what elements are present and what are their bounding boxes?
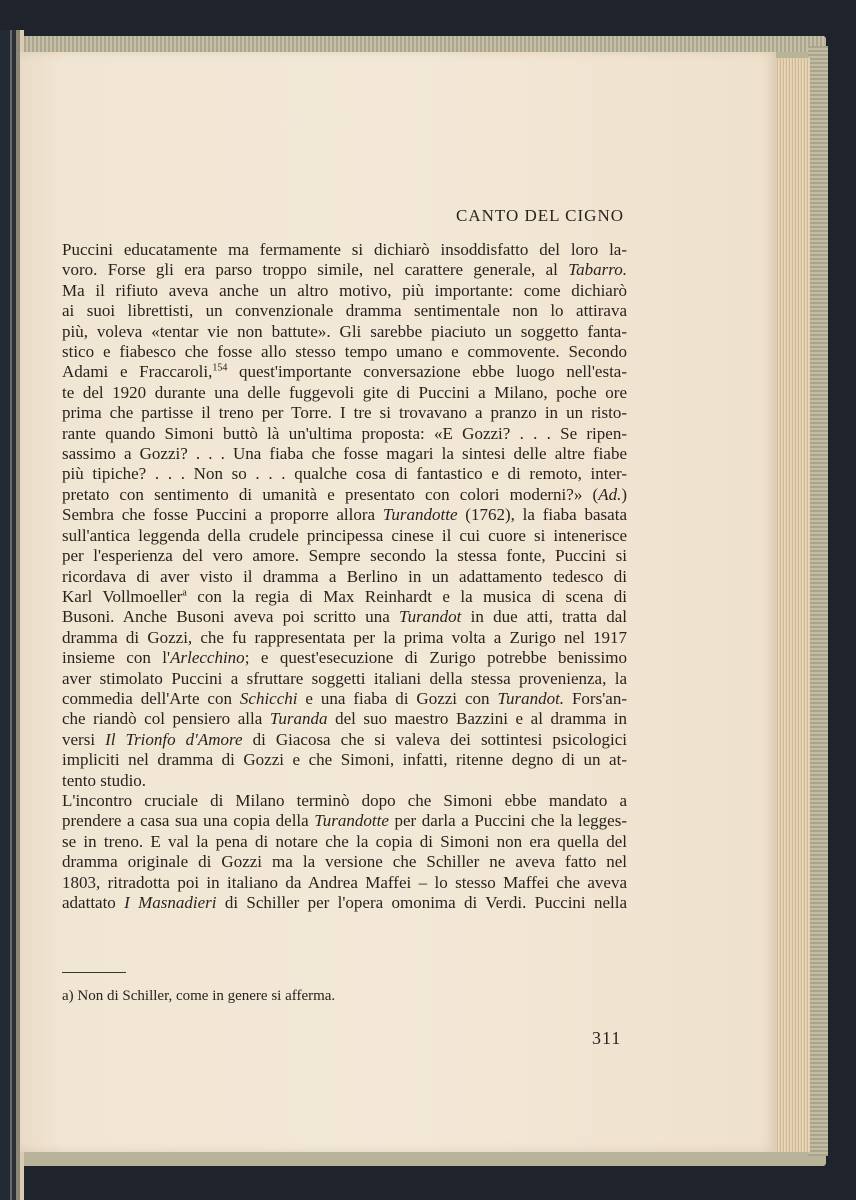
text-line: prendere a casa sua una copia della Turandotte per darla a Puccini che la legges- bbox=[62, 811, 627, 831]
text-line: adattato I Masnadieri di Schiller per l'opera omonima di Verdi. Puccini nella bbox=[62, 893, 628, 912]
text-line: ai suoi librettisti, un convenzionale dramma sentimentale non lo attirava bbox=[62, 301, 627, 321]
body-text bbox=[62, 240, 627, 913]
italic-title: I Masnadieri bbox=[124, 893, 217, 912]
text-line: se in treno. E val la pena di notare che la copia di Simoni non era quella del bbox=[62, 831, 627, 851]
italic-title: Turandot. bbox=[497, 688, 565, 708]
running-head: CANTO DEL CIGNO bbox=[456, 206, 624, 225]
text-line: ricordava di aver visto il dramma a Berlino in un adattamento tedesco di bbox=[62, 566, 627, 586]
italic-title: Il Trionfo d'Amore bbox=[105, 729, 243, 749]
italic-title: Turandotte bbox=[314, 811, 389, 831]
text-line: tento studio. bbox=[62, 770, 147, 790]
text-line: più, voleva «tentar vie non battute». Gli sarebbe piaciuto un soggetto fanta- bbox=[62, 321, 627, 341]
text-line: sassimo a Gozzi? . . . Una fiaba che fosse magari la sintesi delle altre fiabe bbox=[62, 444, 627, 464]
text-line: stico e fiabesco che fosse allo stesso tempo umano e commovente. Secondo bbox=[62, 342, 627, 362]
text-line: che riandò col pensiero alla Turanda del suo maestro Bazzini e al dramma in bbox=[62, 709, 628, 729]
text-line: pretato con sentimento di umanità e presentato con colori moderni?» (Ad.) bbox=[62, 484, 627, 504]
italic-title: Schicchi bbox=[239, 688, 298, 708]
text-line: per l'esperienza del vero amore. Sempre secondo la stessa fonte, Puccini si bbox=[62, 546, 627, 566]
text-line: più tipiche? . . . Non so . . . qualche cosa di fantastico e di remoto, inter- bbox=[62, 464, 627, 484]
text-line: te del 1920 durante una delle fuggevoli gite di Puccini a Milano, poche ore bbox=[62, 382, 627, 402]
note-reference: 154 bbox=[212, 362, 228, 374]
page-edges bbox=[770, 58, 810, 1152]
text-line: aver stimolato Puccini a sfruttare soggetti italiani della stessa provenienza, la bbox=[62, 668, 627, 688]
text-line: Busoni. Anche Busoni aveva poi scritto una Turandot in due atti, tratta dal bbox=[62, 607, 627, 627]
text-line: sull'antica leggenda della crudele principessa cinese il cui cuore si intenerisce bbox=[62, 525, 627, 545]
page-number: 311 bbox=[592, 1028, 622, 1048]
cover-right-edge bbox=[808, 46, 828, 1156]
footnote-rule bbox=[62, 972, 126, 973]
text-line: Ma il rifiuto aveva anche un altro motivo, più importante: come dichiarò bbox=[62, 280, 627, 300]
footnote: a) Non di Schiller, come in genere si afferma. bbox=[62, 988, 336, 1004]
text-line: voro. Forse gli era parso troppo simile, nel carattere generale, al Tabarro. bbox=[62, 260, 627, 280]
text-line: impliciti nel dramma di Gozzi e che Simoni, infatti, ritenne degno di un at- bbox=[62, 750, 627, 770]
text-line: Puccini educatamente ma fermamente si dichiarò insoddisfatto del loro la- bbox=[62, 240, 627, 259]
text-line: insieme con l'Arlecchino; e quest'esecuzione di Zurigo potrebbe benissimo bbox=[62, 648, 627, 668]
italic-title: Turandot bbox=[399, 607, 462, 627]
italic-title: Turandotte bbox=[382, 505, 458, 525]
text-line: commedia dell'Arte con Schicchi e una fiaba di Gozzi con Turandot. Fors'an- bbox=[62, 688, 627, 708]
italic-title: Ad. bbox=[598, 484, 622, 504]
text-line: L'incontro cruciale di Milano terminò dopo che Simoni ebbe mandato a bbox=[62, 790, 627, 810]
text-line: versi Il Trionfo d'Amore di Giacosa che si valeva dei sottintesi psicologici bbox=[62, 729, 627, 749]
text-line: dramma di Gozzi, che fu rappresentata per la prima volta a Zurigo nel 1917 bbox=[62, 627, 627, 647]
text-line: Sembra che fosse Puccini a proporre allora Turandotte (1762), la fiaba basata bbox=[62, 505, 627, 525]
text-line: Adami e Fraccaroli,$^{154}$ quest'importante conversazione ebbe luogo nell'esta- bbox=[62, 362, 627, 382]
italic-title: Arlecchino bbox=[170, 648, 245, 668]
note-reference: a bbox=[182, 587, 187, 599]
text-line: rante quando Simoni buttò là un'ultima proposta: «E Gozzi? . . . Se ripen- bbox=[62, 423, 627, 443]
cover-top-edge bbox=[24, 36, 824, 52]
text-line: dramma originale di Gozzi ma la versione che Schiller ne aveva fatto nel bbox=[62, 852, 627, 872]
text-line: prima che partisse il treno per Torre. I tre si trovavano a pranzo in un risto- bbox=[62, 403, 627, 423]
italic-title: Tabarro. bbox=[568, 260, 627, 280]
italic-title: Turanda bbox=[269, 709, 328, 729]
text-line: Karl Vollmoeller$^a$ con la regia di Max Reinhardt e la musica di scena di bbox=[62, 586, 627, 606]
text-line: 1803, ritradotta poi in italiano da Andrea Maffei – lo stesso Maffei che aveva bbox=[62, 872, 627, 892]
